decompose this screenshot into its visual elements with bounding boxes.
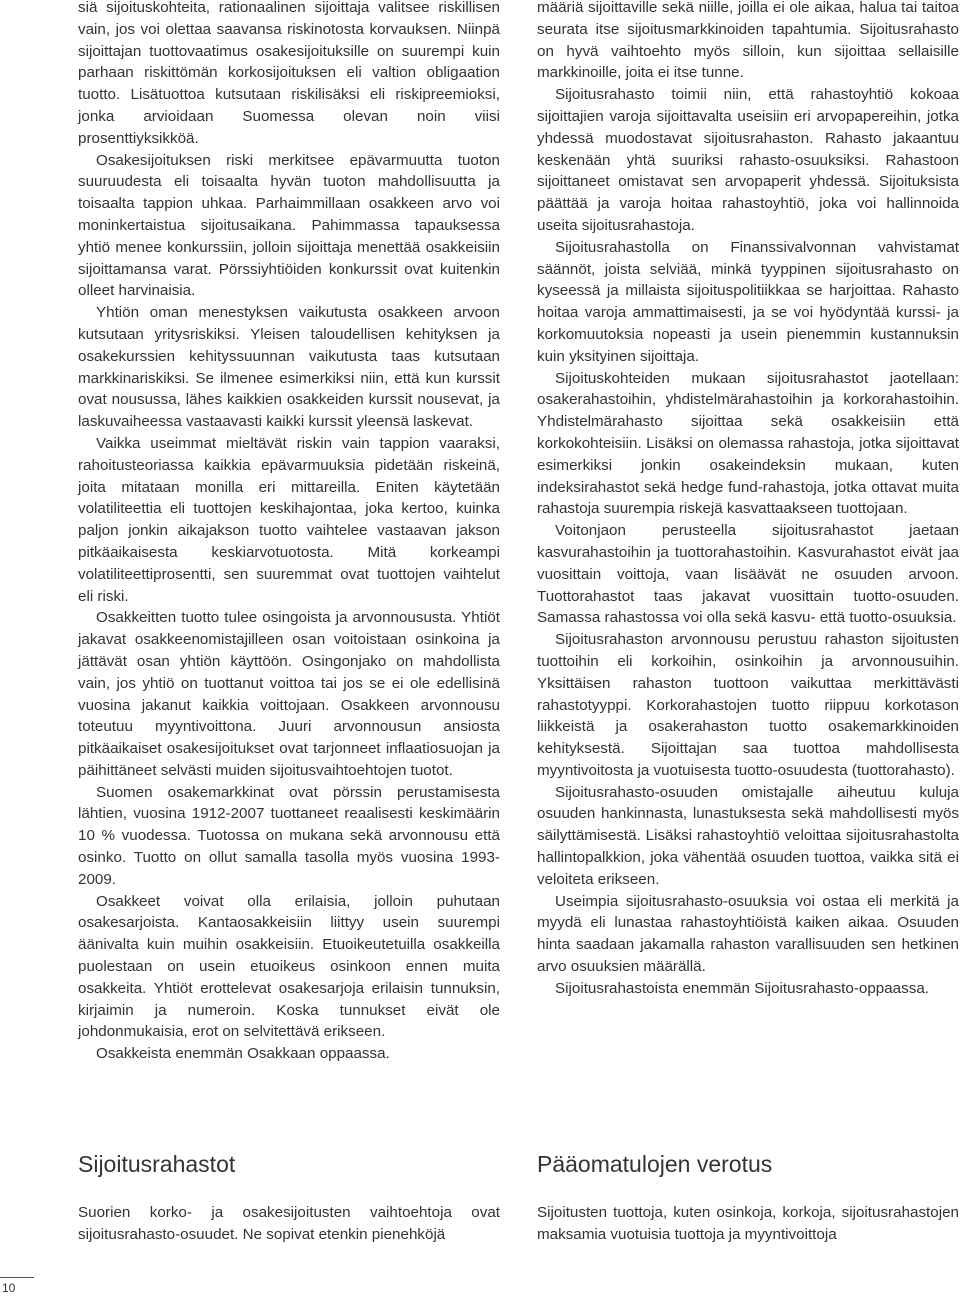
paragraph: Osakkeitten tuotto tulee osingoista ja arvonnoususta. Yhtiöt jakavat osakkeenomistajilleen osan voitoistaan osinkoina ja jättävät osan yhtiön käyttöön. Osingonjako on mahdollista vain, jos yhtiö on tuottanut voittoa tai jos se ei ole edellisinä vuosina jakanut kaikkia voittojaan. Osakkeen arvonnousu toteutuu myyntivoittona. Juuri arvonnousun ansiosta pitkäaikaiset osakesijoitukset ovat tarjonneet inflaatiosuojan ja päihittäneet selvästi muiden sijoitusvaihtoehtojen tuotot. [78, 609, 500, 779]
paragraph: Sijoitusrahaston arvonnousu perustuu rahaston sijoitusten tuottoihin eli korkoihin, osinkoihin ja arvonnousuihin. Yksittäisen rahaston tuottoon vaikuttaa merkittävästi rahastotyyppi. Korkorahastojen tuotto riippuu korkotason liikkeistä ja osakerahaston tuotto osakemarkkinoiden kehityksestä. Sijoittajan saa tuottoa mahdollisesta myyntivoitosta ja vuotuisesta tuotto-osuudesta (tuottorahasto). [537, 631, 959, 779]
paragraph: Voitonjaon perusteella sijoitusrahastot jaetaan kasvurahastoihin ja tuottorahastoihin. Kasvurahastot eivät jaa vuosittain voittoja, vaan lisäävät ne osuuden arvoon. Tuottorahastot taas jakavat vuosittain tuotto-osuuden. Samassa rahastossa voi olla sekä kasvu- että tuotto-osuuksia. [537, 522, 959, 627]
section-heading: Sijoitusrahastot [78, 1151, 236, 1177]
section-intro: Suorien korko- ja osakesijoitusten vaihtoehtoja ovat sijoitusrahasto-osuudet. Ne sopivat etenkin pienehköjä [78, 1204, 500, 1243]
paragraph: määriä sijoittaville sekä niille, joilla ei ole aikaa, halua tai taitoa seurata itse sijoitusmarkkinoiden tapahtumia. Sijoitusrahasto on hyvä vaihtoehto myös silloin, kun sijoittaa sellaisille markkinoille, joita ei itse tunne. [537, 0, 959, 82]
left-column [78, 0, 500, 1065]
paragraph: Sijoituskohteiden mukaan sijoitusrahastot jaotellaan: osakerahastoihin, yhdistelmärahastoihin ja korkorahastoihin. Yhdistelmärahasto sijoittaa sekä osakkeisiin että korkokohteisiin. Lisäksi on olemassa rahastoja, jotka sijoittavat esimerkiksi jonkin osakeindeksin mukaan, kuten indeksirahastot sekä hedge fund-rahastoja, jotka ottavat muita rahastoja suurempia riskejä kasvattaakseen tuottojaan. [537, 369, 959, 518]
paragraph: Osakkeista enemmän Osakkaan oppaassa. [96, 1045, 390, 1063]
paragraph: Suomen osakemarkkinat ovat pörssin perustamisesta lähtien, vuosina 1912-2007 tuottaneet reaalisesti keskimäärin 10 % vuodessa. Tuotossa on mukana sekä arvonnousu että osinko. Tuotto on ollut samalla tasolla myös vuosina 1993-2009. [78, 783, 500, 888]
section-paaomatulojen-verotus [537, 1150, 959, 1246]
paragraph: Sijoitusrahasto toimii niin, että rahastoyhtiö kokoaa sijoittajien varoja sijoittavalta useisiin eri arvopapereihin, jotka yhdessä muodostavat sijoitusrahaston. Rahasto jakaantuu keskenään yhtä suuriksi rahasto-osuuksiksi. Rahastoon sijoittaneet omistavat sen arvopaperit yhdessä. Sijoituksista päättää ja varoja hoitaa rahastoyhtiö, joka voi hallinnoida useita sijoitusrahastoja. [537, 86, 959, 234]
paragraph: Osakesijoituksen riski merkitsee epävarmuutta tuoton suuruudesta eli toisaalta hyvän tuoton mahdollisuutta ja toisaalta tappion uhkaa. Parhaimmillaan osakkeen arvo voi moninkertaistua sijoitusaikana. Pahimmassa tapauksessa yhtiö menee konkurssiin, jolloin sijoittaja menettää osakkeisiin sijoittamansa varat. Pörssiyhtiöiden konkurssit ovat kuitenkin olleet harvinaisia. [78, 151, 500, 300]
right-column [537, 0, 959, 1000]
section-heading: Pääomatulojen verotus [537, 1151, 773, 1177]
page-number: 10 [0, 1278, 34, 1301]
paragraph: siä sijoituskohteita, rationaalinen sijoittaja valitsee riskillisen vain, jos voi olettaa saavansa riskinotosta korvauksen. Niinpä sijoittajan tuottovaatimus osakesijoituksille on suurempi kuin parhaan riskittömän korkosijoituksen eli valtion obligaation tuotto. Lisätuottoa kutsutaan riskilisäksi eli riskipreemioksi, jonka arvioidaan Suomessa olevan noin viisi prosenttiyksikköä. [78, 0, 500, 147]
paragraph: Vaikka useimmat mieltävät riskin vain tappion vaaraksi, rahoitusteoriassa kaikkia epävarmuuksia pidetään riskeinä, joita mitataan monilla eri mittareilla. Eniten käytetään volatiliteettia eli tuottojen keskihajontaa, joka kertoo, kuinka paljon jonkin aikajakson tuotto vaihtelee vastaavan jakson pitkäaikaisesta keskiarvotuotosta. Mitä korkeampi volatiliteettiprosentti, sen suuremmat ovat tuottojen vaihtelut eli riski. [78, 434, 500, 605]
paragraph: Yhtiön oman menestyksen vaikutusta osakkeen arvoon kutsutaan yritysriskiksi. Yleisen taloudellisen kehityksen ja osakekurssien kehityssuunnan vaikutusta taas kutsutaan markkinariskiksi. Se ilmenee esimerkiksi niin, että kun kurssit ovat nousussa, lähes kaikkien osakkeiden kurssit nousevat, ja laskuvaiheessa vastaavasti kaikki kurssit yleensä laskevat. [78, 304, 500, 431]
paragraph: Useimpia sijoitusrahasto-osuuksia voi ostaa eli merkitä ja myydä eli lunastaa rahastoyhtiöistä kaiken aikaa. Osuuden hinta saadaan jakamalla rahaston varallisuuden sen hetkinen arvo osuuksien määrällä. [537, 892, 959, 976]
paragraph: Sijoitusrahastolla on Finanssivalvonnan vahvistamat säännöt, joista selviää, minkä tyyppinen sijoitusrahasto on kyseessä ja millaista sijoituspolitiikkaa se harjoittaa. Rahasto hoitaa varoja ammattimaisesti, ja se voi hyödyntää kurssi- ja korkomuutoksia nopeasti ja usein pienemmin kustannuksin kuin yksityinen sijoittaja. [537, 238, 959, 365]
paragraph: Sijoitusrahasto-osuuden omistajalle aiheutuu kuluja osuuden hankinnasta, lunastuksesta sekä mahdollisesti myös säilyttämisestä. Lisäksi rahastoyhtiö veloittaa sijoitusrahastolta hallintopalkkion, joka vähentää osuuden tuottoa, vaikka sitä ei veloiteta erikseen. [537, 783, 959, 888]
paragraph: Osakkeet voivat olla erilaisia, jolloin puhutaan osakesarjoista. Kantaosakkeisiin liittyy usein suurempi äänivalta kuin muihin osakkeisiin. Etuoikeutetuilla osakkeilla puolestaan on usein etuoikeus osinkoon ennen muita osakkeita. Yhtiöt erottelevat osakesarjoja erilaisin tunnuksin, kirjaimin ja numeroin. Koska tunnukset eivät ole johdonmukaisia, erot on selvitettävä erikseen. [78, 892, 500, 1041]
section-intro: Sijoitusten tuottoja, kuten osinkoja, korkoja, sijoitusrahastojen maksamia vuotuisia tuottoja ja myyntivoittoja [537, 1204, 959, 1243]
section-sijoitusrahastot [78, 1150, 500, 1246]
paragraph: Sijoitusrahastoista enemmän Sijoitusrahasto-oppaassa. [555, 979, 929, 997]
